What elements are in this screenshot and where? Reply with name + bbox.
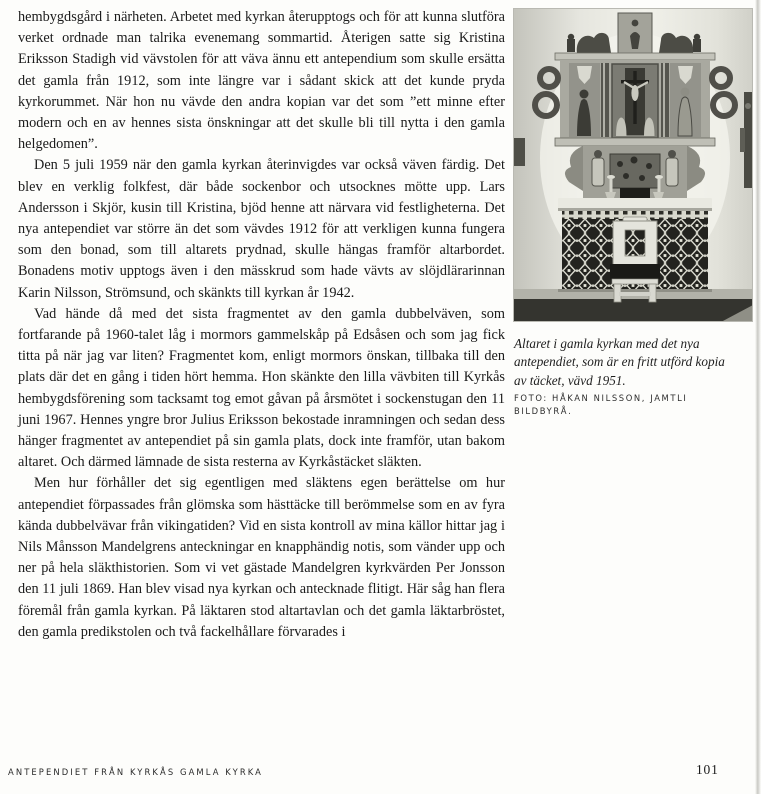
altarpiece-main-tier <box>535 53 735 146</box>
paragraph: Vad hände då med det sista fragmentet av den gamla dubbelväven, som fortfarande på 1960-talet låg i mormors gammelskåp på Edsåsen och som jag fick titta på när jag var liten? Fragmentet kom, enligt mormors önskan, tillbaka till den plats där det en gång i tiden hört hemma. Hon skänkte den lilla vävbiten till Kyrkås hembygdsförening som tacksamt tog emot gåvan på årsmötet i sockenstugan den 11 juni 1967. Hennes yngre bror Julius Eriksson bekostade inramningen och sedan dess hänger fragmentet av antependiet på sin gamla plats, dock inte framför, utan bakom altaret. Och därmed lämnade de sista resterna av Kyrkåstäcket släkten. <box>18 305 505 471</box>
dark-carpet <box>513 299 753 322</box>
paragraph: Men hur förhåller det sig egentligen med släktens egen berättelse om hur antependiet förpassades från glömska som hästtäcke till berömmelse som en av fyra kända dubbelvävar från vikingatiden? Vid en sista kontroll av mina källor hittar jag i Nils Månsson Mandelgrens anteckningar en knapphändig notis, som vänder upp och ner på hela släkthistorien. Som vi vet gästade Mandelgren kyrkvärden Per Jonsson den 11 juli 1869. Han blev visad nya kyrkan och antecknade flitigt. Här såg han flera föremål från gamla kyrkan. På läktaren stod altartavlan och det gamla läktarbröstet, den gamla predikstolen och två fackelhållare förvarades i <box>18 475 505 640</box>
page-number: 101 <box>696 762 719 777</box>
paragraph: Den 5 juli 1959 när den gamla kyrkan återinvigdes var också väven färdig. Det blev en verklig folkfest, där både sockenbor och utsocknes mötte upp. Lars Andersson i Skjör, kusin till Kristina, bjöd henne att närvara vid festligheterna. Det nya antependiet var större än det som vävdes 1912 för att verkligen kunna fungera som den bonad, som till altarets prydnad, skulle hängas framför altarbordet. Bonadens motiv upptogs även i den mässkrud som hade vävts av slöjdlärarinnan Karin Nilsson, Strömsund, och skänkts till kyrkan år 1942. <box>18 157 505 301</box>
altar-photo-illustration <box>513 8 753 322</box>
altarpiece-predella <box>565 146 705 200</box>
wall-object-left <box>513 138 525 166</box>
photo-credit: FOTO: HÅKAN NILSSON, JAMTLI BILDBYRÅ. <box>514 393 688 416</box>
book-edge-shadow <box>755 0 761 794</box>
body-text <box>18 7 505 643</box>
photo-caption: Altaret i gamla kyrkan med det nya antependiet, som är en fritt utförd kopia av täcket, vävd 1951. <box>514 336 725 388</box>
running-title: ANTEPENDIET FRÅN KYRKÅS GAMLA KYRKA <box>8 767 264 777</box>
altar-photo <box>513 8 753 322</box>
paragraph: hembygdsgård i närheten. Arbetet med kyrkan återupptogs och för att kunna slutföra verket ordnade man talrika evenemang sommartid. Återigen satte sig Kristina Eriksson Stadigh vid vävstolen för att väva ännu ett antependium som skulle ersätta det gamla från 1912, som inte längre var i sådant skick att det kunde pryda kyrkorummet. När hon nu vävde den andra kopian var det som ”ett minne efter modern och en av hennes sista önskningar att det skulle bli till nytta i den gamla helgedomen”. <box>18 9 505 153</box>
